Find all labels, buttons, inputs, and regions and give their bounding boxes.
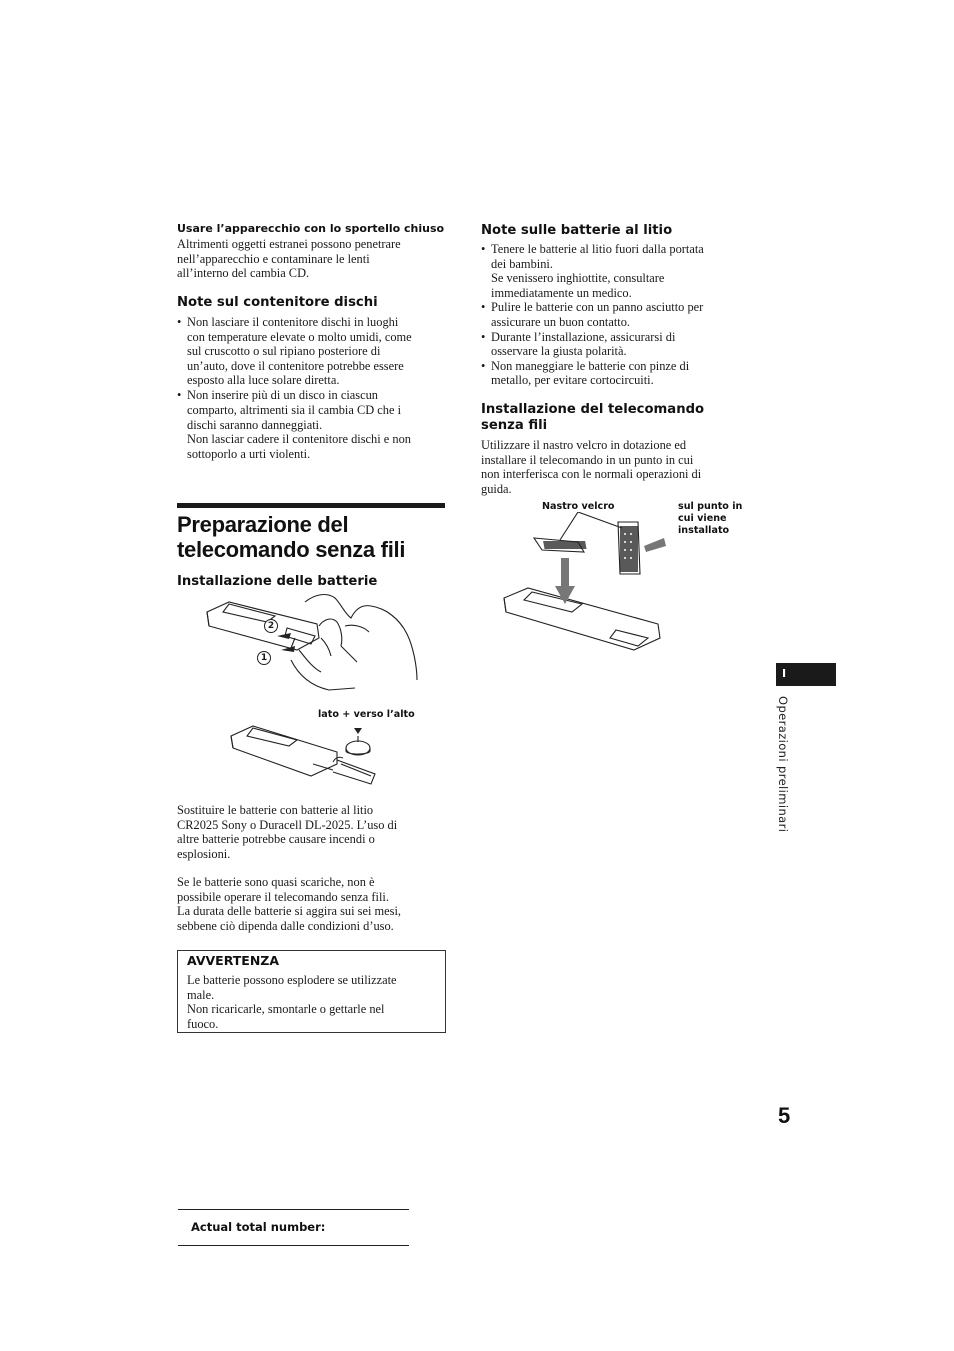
- velcro-install-illustration: [498, 512, 668, 657]
- warning-title: AVVERTENZA: [187, 953, 280, 968]
- vertical-section-label: Operazioni preliminari: [776, 696, 790, 833]
- list-item: • Non inserire più di un disco in ciascun comparto, altrimenti sia il cambia CD che i dischi saranno danneggiati. Non lasciar cadere il contenitore dischi e non sottoporlo a urti violenti.: [177, 388, 452, 461]
- list-item: • Pulire le batterie con un panno asciutto per assicurare un buon contatto.: [481, 300, 751, 329]
- battery-tray-illustration: [225, 718, 390, 788]
- section-tab: [776, 663, 836, 686]
- remote-install-heading: Installazione del telecomando senza fili: [481, 402, 705, 433]
- footer-top-rule: [178, 1209, 409, 1210]
- callout-1: 1: [257, 651, 271, 665]
- list-item: • Durante l’installazione, assicurarsi di osservare la giusta polarità.: [481, 330, 751, 359]
- velcro-label: Nastro velcro: [542, 501, 615, 512]
- footer-label: Actual total number:: [191, 1220, 326, 1234]
- install-batteries-heading: Installazione delle batterie: [177, 574, 378, 589]
- section-title: Preparazione del telecomando senza fili: [177, 512, 406, 562]
- section-tab-letter: I: [782, 667, 787, 680]
- warning-text: Le batterie possono esplodere se utilizzate male. Non ricaricarle, smontarle o gettarle nel fuoco.: [187, 973, 397, 1031]
- callout-2: 2: [264, 619, 278, 633]
- lithium-notes-heading: Note sulle batterie al litio: [481, 223, 673, 238]
- closed-door-heading: Usare l’apparecchio con lo sportello chiuso: [177, 222, 445, 235]
- lithium-notes-list: [481, 242, 751, 388]
- warning-box: [177, 950, 446, 1033]
- footer-bottom-rule: [178, 1245, 409, 1246]
- mount-point-label: sul punto in cui viene installato: [678, 501, 743, 536]
- list-item: • Tenere le batterie al litio fuori dalla portata dei bambini. Se venissero inghiottite, consultare immediatamente un medico.: [481, 242, 751, 300]
- list-item: • Non maneggiare le batterie con pinze di metallo, per evitare cortocircuiti.: [481, 359, 751, 388]
- battery-type-paragraph: Sostituire le batterie con batterie al litio CR2025 Sony o Duracell DL-2025. L’uso di altre batterie potrebbe causare incendi o esplosioni.: [177, 803, 398, 861]
- closed-door-text: Altrimenti oggetti estranei possono penetrare nell’apparecchio e contaminare le lenti all’interno del cambia CD.: [177, 237, 401, 281]
- battery-insert-illustration: [195, 590, 425, 700]
- disc-magazine-heading: Note sul contenitore dischi: [177, 295, 378, 310]
- section-rule: [177, 503, 445, 508]
- list-item: • Non lasciare il contenitore dischi in luoghi con temperature elevate o molto umidi, come sul cruscotto o sul ripiano posteriore di un’auto, dove il contenitore potrebbe essere esposto alla luce solare diretta.: [177, 315, 452, 388]
- disc-magazine-list: [177, 315, 452, 461]
- remote-install-text: Utilizzare il nastro velcro in dotazione ed installare il telecomando in un punto in cui non interferisca con le normali operazioni di guida.: [481, 438, 702, 496]
- battery-side-label: lato + verso l’alto: [318, 709, 415, 720]
- battery-life-paragraph: Se le batterie sono quasi scariche, non è possibile operare il telecomando senza fili. La durata delle batterie si aggira sui sei mesi, sebbene ciò dipenda dalle condizioni d’uso.: [177, 875, 401, 933]
- page-number: 5: [778, 1103, 791, 1128]
